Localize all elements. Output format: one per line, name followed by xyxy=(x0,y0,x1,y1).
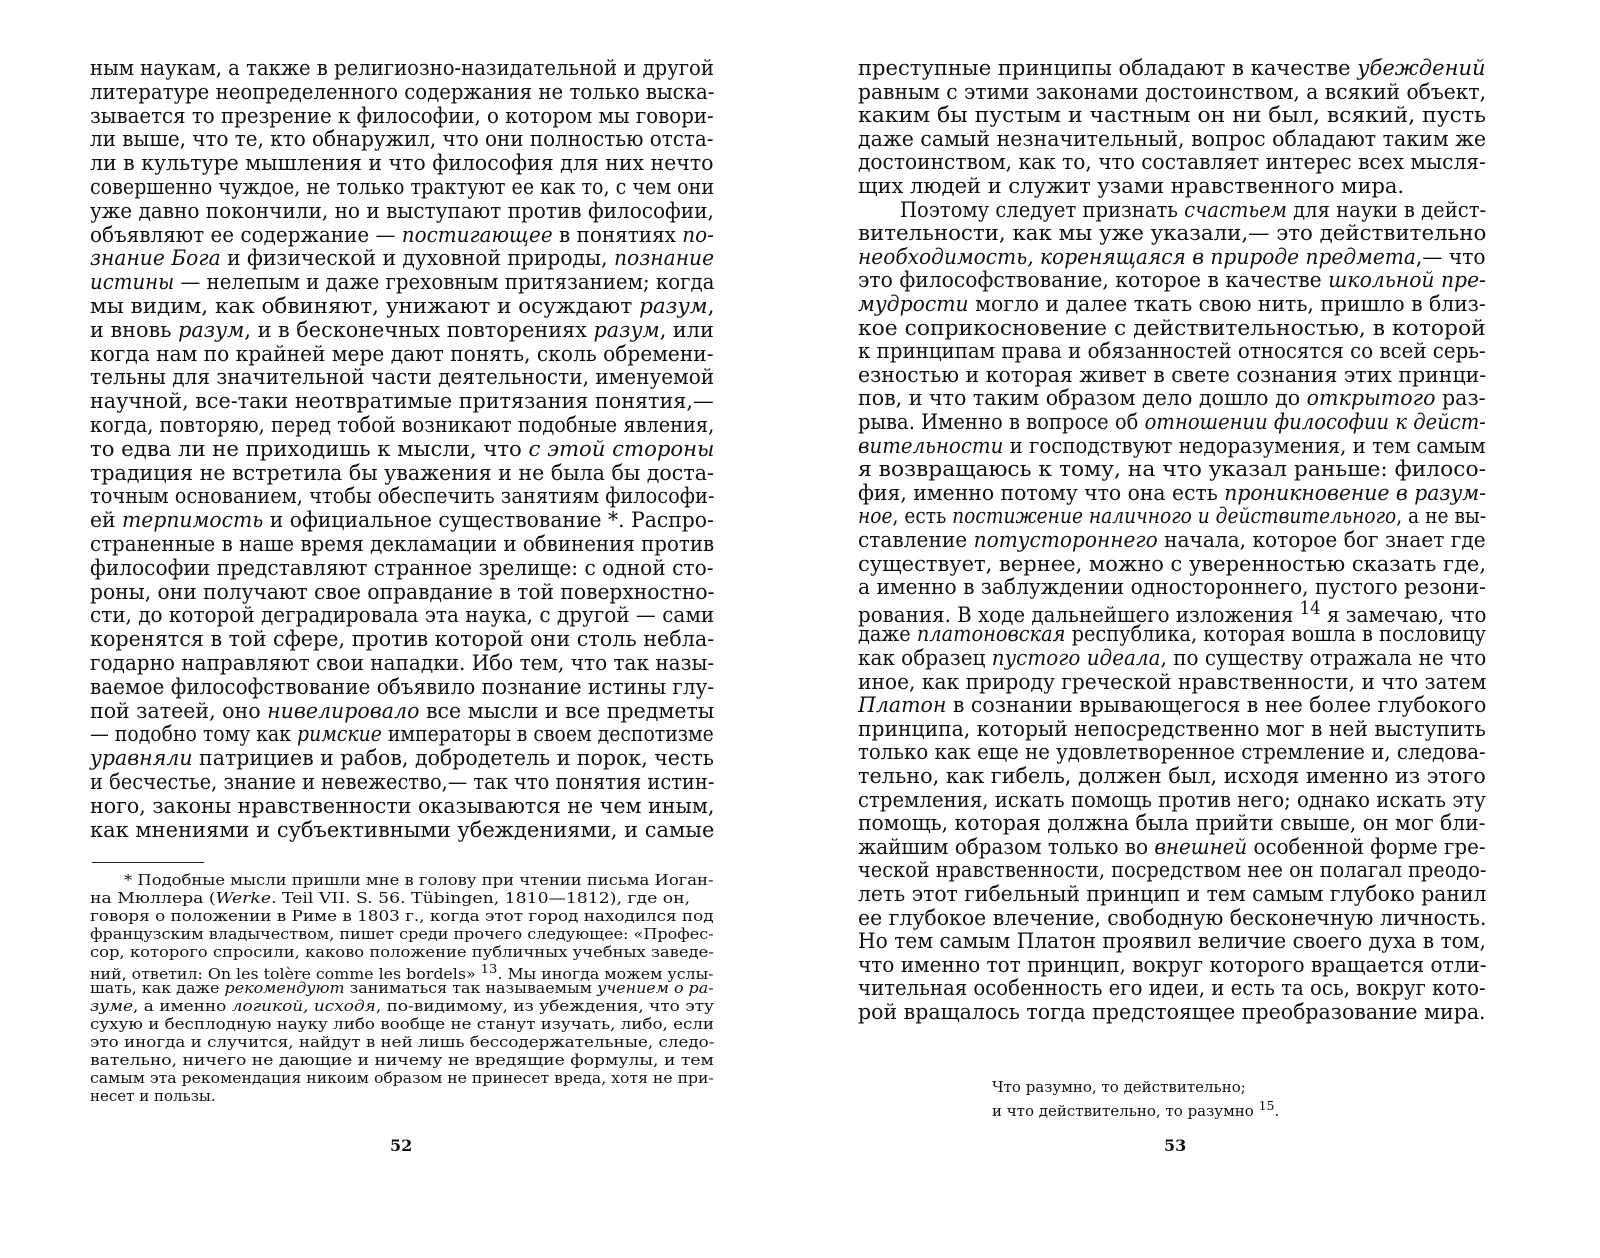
body-line: рой вращалось тогда предстоящее преобразование мира. xyxy=(858,1000,1486,1024)
body-line: мудрости могло и далее ткать свою нить, пришло в близ- xyxy=(858,292,1486,316)
body-line: знание Бога и физической и духовной природы, познание xyxy=(90,246,715,271)
body-line: только как еще не удовлетворенное стремление и, следова- xyxy=(858,740,1486,765)
body-line: рования. В ходе дальнейшего изложения $^{14}$ я замечаю, что xyxy=(858,598,1487,627)
body-line: и вновь разум, и в бесконечных повторениях разум, или xyxy=(90,317,714,342)
body-line: пой затеей, оно нивелировало все мысли и все предметы xyxy=(90,698,715,723)
body-line: вительности, как мы уже указали,— это действительно xyxy=(858,221,1487,246)
page-number-right: 53 xyxy=(1164,1136,1187,1155)
body-line: необходимость, коренящаяся в природе предмета,— что xyxy=(858,244,1486,269)
body-line: Поэтому следует признать счастьем для науки в дейст- xyxy=(900,197,1487,222)
footnote-line: сухую и бесплодную науку либо вообще не станут изучать, либо, если xyxy=(90,1015,715,1033)
body-line: мы видим, как обвиняют, унижают и осуждают разум, xyxy=(90,294,715,318)
body-line: а именно в заблуждении одностороннего, пустого резони- xyxy=(858,575,1486,600)
right-page xyxy=(800,0,1600,1258)
body-line: страненные в наше время декламации и обвинения против xyxy=(90,532,715,556)
body-line: коренятся в той сфере, против которой они столь небла- xyxy=(90,627,715,652)
body-line: когда, повторяю, перед тобой возникают подобные явления, xyxy=(90,413,715,437)
body-line: то едва ли не приходишь к мысли, что с этой стороны xyxy=(90,436,715,461)
body-line: научной, все-таки неотвратимые притязания понятия,— xyxy=(90,389,714,414)
footnote-line: это иногда и случится, найдут в ней лишь бессодержательные, следо- xyxy=(90,1033,715,1051)
body-line: объявляют ее содержание — постигающее в понятиях по- xyxy=(90,222,714,247)
body-line: иное, как природу греческой нравственности, и что затем xyxy=(858,669,1487,694)
body-line: ваемое философствование объявило познание истины глу- xyxy=(90,674,715,699)
body-line: как образец пустого идеала, по существу отражала не что xyxy=(858,646,1487,670)
body-line: щих людей и служит узами нравственного мира. xyxy=(858,174,1405,198)
body-line: истины — нелепым и даже греховным притязанием; когда xyxy=(90,270,715,295)
footnote-line: ний, ответил: On les tolère comme les bordels» $^{13}$. Мы иногда можем услы- xyxy=(90,961,714,983)
body-line: уравняли патрициев и рабов, добродетель и порок, честь xyxy=(90,746,714,771)
body-line: ей терпимость и официальное существование *. Распро- xyxy=(90,508,714,533)
body-line: преступные принципы обладают в качестве убеждений xyxy=(858,56,1486,80)
body-line: к принципам права и обязанностей относятся со всей серь- xyxy=(858,339,1486,364)
body-line: когда нам по крайней мере дают понять, сколь обремени- xyxy=(90,341,714,366)
body-line: зывается то презрение к философии, о котором мы говори- xyxy=(90,103,714,128)
body-line: сти, до которой деградировала эта наука, с другой — сами xyxy=(90,603,715,628)
body-line: годарно направляют свои нападки. Ибо тем, что так назы- xyxy=(90,651,715,675)
body-line: ставление потустороннего начала, которое бог знает где xyxy=(858,528,1486,552)
page-number-left: 52 xyxy=(390,1136,413,1155)
body-line: точным основанием, чтобы обеспечить занятиям философи- xyxy=(90,484,715,509)
body-line: философии представляют странное зрелище: с одной сто- xyxy=(90,555,714,580)
footnote-line: французским владычеством, пишет среди прочего следующее: «Профес- xyxy=(90,925,714,943)
body-line: ческой нравственности, посредством нее он полагал преодо- xyxy=(858,858,1487,883)
body-line: что именно тот принцип, вокруг которого вращается отли- xyxy=(858,952,1487,977)
body-line: каким бы пустым и частным он ни был, всякий, пусть xyxy=(858,103,1486,128)
body-line: роны, они получают свое оправдание в той поверхностно- xyxy=(90,579,715,604)
body-line: тельны для значительной части деятельности, именуемой xyxy=(90,365,715,390)
body-line: как мнениями и субъективными убеждениями, и самые xyxy=(90,817,715,842)
epigraph-line: Что разумно, то действительно; xyxy=(992,1078,1246,1096)
footnote-line: сор, которого спросили, каково положение публичных учебных заведе- xyxy=(90,943,714,961)
body-line: тельно, как гибель, должен был, исходя именно из этого xyxy=(858,764,1486,788)
body-line: я возвращаюсь к тому, на что указал раньше: филосо- xyxy=(858,457,1486,482)
body-line: Но тем самым Платон проявил величие своего духа в том, xyxy=(858,929,1486,954)
body-line: леть этот гибельный принцип и тем самым глубоко ранил xyxy=(858,882,1487,906)
footnote-line: говоря о положении в Риме в 1803 г., когда этот город находился под xyxy=(90,907,714,925)
body-line: — подобно тому как римские императоры в своем деспотизме xyxy=(90,722,714,747)
body-line: существует, вернее, можно с уверенностью сказать где, xyxy=(858,551,1486,576)
body-line: жайшим образом только во внешней особенной форме гре- xyxy=(858,834,1486,859)
body-line: принципа, который непосредственно мог в ней выступить xyxy=(858,716,1486,741)
body-line: литературе неопределенного содержания не только выска- xyxy=(90,79,715,104)
body-line: ее глубокое влечение, свободную бесконечную личность. xyxy=(858,905,1487,930)
body-line: совершенно чуждое, не только трактуют ее как то, с чем они xyxy=(90,175,715,199)
body-line: даже платоновская республика, которая вошла в пословицу xyxy=(858,622,1486,647)
body-line: уже давно покончили, но и выступают против философии, xyxy=(90,198,714,223)
body-line: даже самый незначительный, вопрос обладают таким же xyxy=(858,126,1487,151)
footnote-rule xyxy=(92,862,204,863)
body-line: езностью и которая живет в свете сознания этих принци- xyxy=(858,362,1487,387)
body-line: пов, и что таким образом дело дошло до открытого раз- xyxy=(858,386,1486,411)
footnote-line: несет и пользы. xyxy=(90,1087,216,1105)
body-line: стремления, искать помощь против него; однако искать эту xyxy=(858,787,1486,812)
body-line: ное, есть постижение наличного и действительного, а не вы- xyxy=(858,504,1487,529)
body-line: вительности и господствуют недоразумения, и тем самым xyxy=(858,433,1486,458)
body-line: ли выше, что те, кто обнаружил, что они полностью отста- xyxy=(90,127,714,152)
footnote-line: вательно, ничего не дающие и ничему не вредящие формулы, и тем xyxy=(90,1051,714,1069)
body-line: ли в культуре мышления и что философия для них нечто xyxy=(90,151,714,176)
body-line: это философствование, которое в качестве школьной пре- xyxy=(858,268,1486,293)
body-line: фия, именно потому что она есть проникновение в разум- xyxy=(858,480,1487,505)
body-line: помощь, которая должна была прийти свыше, он мог бли- xyxy=(858,811,1486,836)
body-line: ным наукам, а также в религиозно-назидательной и другой xyxy=(90,56,714,80)
body-line: Платон в сознании врывающегося в нее более глубокого xyxy=(858,693,1487,718)
epigraph-line: и что действительно, то разумно $^{15}$. xyxy=(992,1098,1280,1120)
body-line: рыва. Именно в вопросе об отношении философии к дейст- xyxy=(858,410,1486,434)
body-line: достоинством, как то, что составляет интерес всех мысля- xyxy=(858,150,1486,175)
body-line: чительная особенность его идеи, и есть та ось, вокруг кото- xyxy=(858,976,1486,1001)
body-line: ного, законы нравственности оказываются не чем иным, xyxy=(90,793,715,818)
footnote-line: самым эта рекомендация никоим образом не принесет вреда, хотя не при- xyxy=(90,1069,714,1087)
body-line: и бесчестье, знание и невежество,— так что понятия истин- xyxy=(90,770,715,794)
footnote-line: зуме, а именно логикой, исходя, по-видимому, из убеждения, что эту xyxy=(90,997,714,1015)
body-line: традиция не встретила бы уважения и не была бы доста- xyxy=(90,460,714,485)
footnote-line: шать, как даже рекомендуют заниматься так называемым учением о ра- xyxy=(90,979,714,997)
body-line: равным с этими законами достоинством, а всякий объект, xyxy=(858,79,1487,104)
footnote-line: на Мюллера (Werke. Teil VII. S. 56. Tübingen, 1810—1812), где он, xyxy=(90,889,691,907)
footnote-line: * Подобные мысли пришли мне в голову при чтении письма Иоган- xyxy=(124,871,714,889)
body-line: кое соприкосновение с действительностью, в которой xyxy=(858,315,1486,340)
